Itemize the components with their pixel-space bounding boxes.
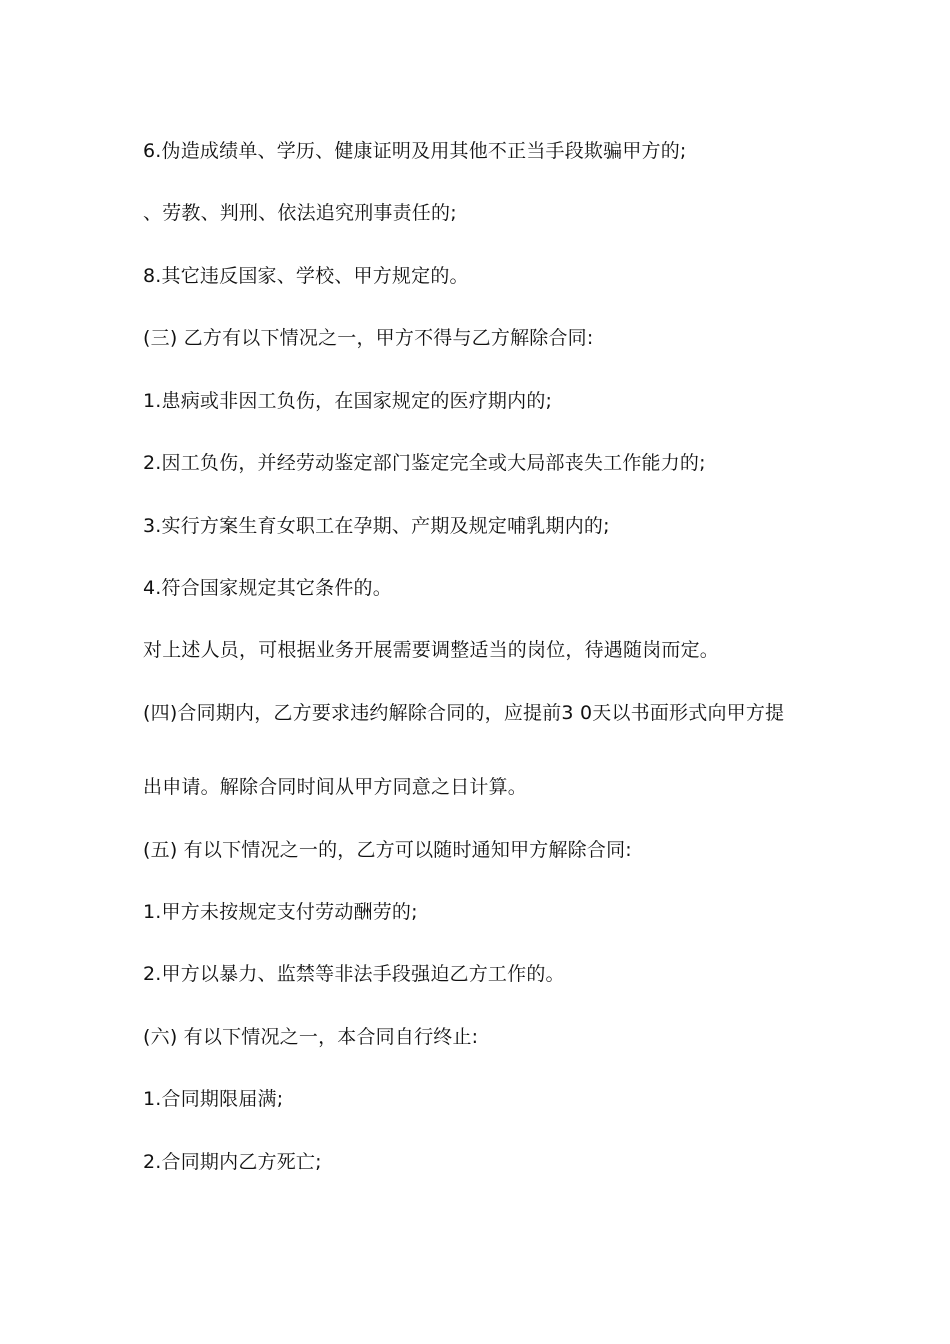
- section-6-heading: (六) 有以下情况之一，本合同自行终止:: [143, 1026, 479, 1048]
- section-4-paragraph-line-2: 出申请。解除合同时间从甲方同意之日计算。: [143, 776, 528, 798]
- clause-6-forgery: 6.伪造成绩单、学历、健康证明及用其他不正当手段欺骗甲方的;: [143, 140, 687, 162]
- section-6-item-2: 2.合同期内乙方死亡;: [143, 1151, 322, 1173]
- section-3-item-3: 3.实行方案生育女职工在孕期、产期及规定哺乳期内的;: [143, 515, 610, 537]
- section-3-item-1: 1.患病或非因工负伤，在国家规定的医疗期内的;: [143, 390, 553, 412]
- section-6-item-1: 1.合同期限届满;: [143, 1088, 284, 1110]
- section-5-item-2: 2.甲方以暴力、监禁等非法手段强迫乙方工作的。: [143, 963, 565, 985]
- section-3-item-4: 4.符合国家规定其它条件的。: [143, 577, 392, 599]
- section-5-heading: (五) 有以下情况之一的，乙方可以随时通知甲方解除合同:: [143, 839, 632, 861]
- clause-7-criminal: 、劳教、判刑、依法追究刑事责任的;: [143, 202, 457, 224]
- section-4-paragraph-line-1: (四)合同期内，乙方要求违约解除合同的，应提前3 0天以书面形式向甲方提: [143, 702, 785, 724]
- section-3-item-2: 2.因工负伤，并经劳动鉴定部门鉴定完全或大局部丧失工作能力的;: [143, 452, 706, 474]
- section-5-item-1: 1.甲方未按规定支付劳动酬劳的;: [143, 901, 418, 923]
- section-3-heading: (三) 乙方有以下情况之一，甲方不得与乙方解除合同:: [143, 327, 594, 349]
- clause-8-other-violation: 8.其它违反国家、学校、甲方规定的。: [143, 265, 469, 287]
- section-3-note: 对上述人员，可根据业务开展需要调整适当的岗位，待遇随岗而定。: [143, 639, 720, 661]
